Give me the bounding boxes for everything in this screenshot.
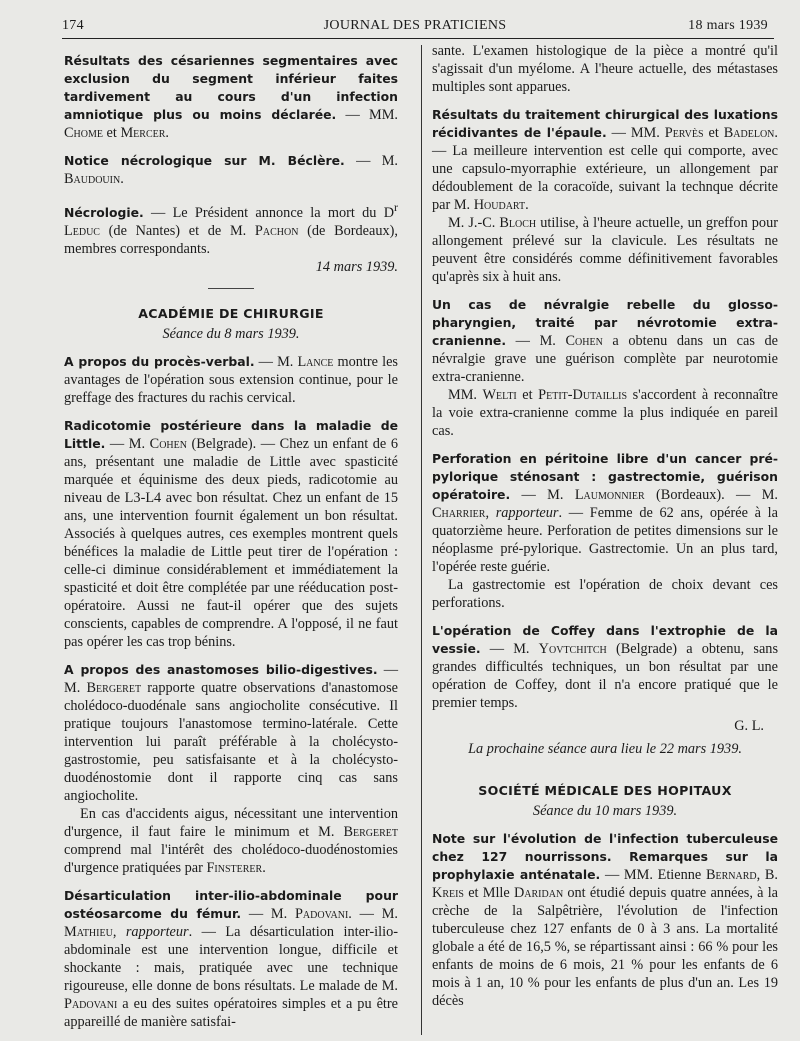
article-necrologie: Nécrologie. — Le Président annonce la mort du $D^r$ Leduc (de Nantes) et de M. Pachon (de Bordeaux), membres correspondants. [64, 200, 398, 257]
author-name: Baudouin [64, 171, 121, 187]
article-perforation: Perforation en péritoine libre d'un cancer pré-pylorique sténosant : gastrectomie, guérison opératoire. — M. Laumonnier (Bordeaux). — M. Charrier, rapporteur. — Femme de 62 ans, opérée à la quatorzième heure. Perforation de petites dimensions sur le néoplasme pré-pylorique. Gastrectomie. Un an plus tard, l'opérée reste guérie. [432, 451, 779, 575]
author-name: Yovtchitch [538, 641, 607, 657]
anastomoses-continued: En cas d'accidents aigus, nécessitant une intervention d'urgence, il faut faire le minimum et M. Bergeret comprend mal l'intérêt des cholédoco-duodénostomies d'urgence pratiquées par Finsterer. [64, 805, 398, 876]
author-name: Bernard [705, 867, 757, 883]
article-title: L'opération de Coffey dans l'extrophie de la vessie. [432, 623, 778, 656]
journal-title: JOURNAL DES PRATICIENS [323, 18, 507, 33]
section-rule [208, 288, 254, 289]
author-name: Bergeret [343, 823, 398, 840]
author-name: Mathieu [64, 923, 113, 940]
author-name: Badelon [723, 125, 775, 141]
article-title: Résultats des césariennes segmentaires avec exclusion du segment inférieur faites tardivement au cours d'un infection amniotique plus ou moins déclarée. [64, 53, 398, 122]
article-title: Résultats du traitement chirurgical des luxations récidivantes de l'épaule. [432, 107, 778, 140]
author-name: Houdart [473, 197, 526, 213]
seance-date: Séance du 8 mars 1939. [162, 325, 300, 342]
author-name: Padovani [64, 995, 118, 1012]
desarticulation-continued: sante. L'examen histologique de la pièce a montré qu'il s'agissait d'un myélome. A l'heure actuelle, des métastases multiples sont apparues. [432, 43, 778, 95]
author-name: Charrier [432, 505, 486, 521]
nevralgie-continued: MM. Welti et Petit-Dutaillis s'accordent à reconnaître la voie extra-cranienne comme la plus indiquée en pareil cas. [432, 387, 778, 439]
author-name: Kreis [432, 885, 464, 901]
author-name: Welti [482, 387, 517, 403]
column-divider [421, 45, 422, 1035]
article-title: A propos du procès-verbal. [64, 353, 255, 369]
article-title: Perforation en péritoine libre d'un cancer pré-pylorique sténosant : gastrectomie, guérison opératoire. [432, 451, 778, 502]
author-name: Bloch [499, 215, 537, 231]
article-title: Note sur l'évolution de l'infection tuberculeuse chez 127 nourrissons. Remarques sur la prophylaxie anténatale. [432, 831, 778, 882]
right-column [432, 42, 778, 1010]
running-head [62, 18, 768, 38]
author-name: Cohen [565, 333, 603, 349]
seance-date: Séance du 10 mars 1939. [532, 803, 678, 819]
article-radicotomie: Radicotomie postérieure dans la maladie de Little. — M. Cohen (Belgrade). — Chez un enfant de 6 ans, présentant une maladie de Little avec spasticité marquée et équinisme des deux pieds, radicotomie au niveau de L3-L4 avec bon résultat. Chez un enfant de 15 ans, une intervention fournit également un bon résultat. Associés à quelques autres, ces exemples montrent quels bénéfices la maladie de Little peut tirer de l'opération : celle-ci diminue considérablement et immédiatement la spasticité et doit être complétée par une rééducation post-opératoire. Aussi ne faut-il opérer que des sujets conscients, capables de comprendre. A l'opposé, il ne faut pas opérer les cas trop bénins. [64, 417, 398, 650]
author-name: Lance [297, 353, 334, 370]
article-tuberculose: Note sur l'évolution de l'infection tuberculeuse chez 127 nourrissons. Remarques sur la prophylaxie anténatale. — MM. Etienne Bernard, B. Kreis et Mlle Daridan ont étudié depuis quatre années, à la crèche de la Salpêtrière, l'évolution de l'infection tuberculeuse chez 127 enfants de 0 à 3 ans. La mortalité globale a été de 16,5 %, se répartissant ainsi : 66 % pour les enfants de moins de 6 mois, 21 % pour les enfants de 6 mois à 1 an, 10 % pour les enfants de plus d'un an. Les 19 décès [432, 831, 779, 1009]
left-column [64, 42, 398, 1031]
issue-date: 18 mars 1939 [688, 18, 768, 33]
section-title-academie: ACADÉMIE DE CHIRURGIE [138, 305, 324, 321]
author-name: Petit-Dutaillis [538, 387, 628, 403]
next-session-note: La prochaine séance aura lieu le 22 mars 1939. [468, 741, 742, 757]
author-name: Padovani [294, 905, 349, 922]
article-cesariennes: Résultats des césariennes segmentaires avec exclusion du segment inférieur faites tardivement au cours d'un infection amniotique plus ou moins déclarée. — MM. Chome et Mercer. [64, 53, 398, 141]
article-title: Notice nécrologique sur M. Béclère. [64, 153, 345, 168]
article-title: A propos des anastomoses bilio-digestives. [64, 661, 378, 677]
author-name: Pachon [254, 222, 299, 239]
article-title: Radicotomie postérieure dans la maladie de Little. [64, 417, 398, 451]
author-name: Bergeret [86, 679, 142, 696]
section-title-societe: SOCIÉTÉ MÉDICALE DES HOPITAUX [478, 783, 732, 798]
perforation-continued: La gastrectomie est l'opération de choix devant ces perforations. [432, 577, 778, 611]
article-title: Nécrologie. [64, 204, 144, 220]
signature-initials: G. L. [734, 718, 764, 734]
page-number: 174 [62, 18, 84, 33]
article-coffey: L'opération de Coffey dans l'extrophie de la vessie. — M. Yovtchitch (Belgrade) a obtenu, sans grandes difficultés techniques, un bon résultat par une opération de Coffey, dont il n'a encore pratiqué que le premier temps. [432, 623, 779, 711]
necrologie-date: 14 mars 1939. [315, 258, 398, 275]
author-name: Finsterer [206, 859, 263, 876]
luxations-continued: M. J.-C. Bloch utilise, à l'heure actuelle, un greffon pour allongement prélevé sur la clavicule. Les résultats ne peuvent être considérés comme définitivement favorables qu'après six à huit ans. [432, 215, 778, 285]
article-anastomoses: A propos des anastomoses bilio-digestives. — M. Bergeret rapporte quatre observations d'anastomose cholédoco-duodénale sans angiocholite consécutive. Il pratique toujours l'anastomose termino-latérale. Cette intervention lui paraît préférable à la cholécysto-gastrostomie, peu satisfaisante et à la cholécysto-duodénostomie dont il rapporte cinq cas sans angiocholite. [64, 661, 399, 804]
header-rule [62, 38, 774, 39]
author-name: Daridan [513, 885, 564, 901]
article-proces-verbal: A propos du procès-verbal. — M. Lance montre les avantages de l'opération sous extension continue, pour le greffage des fractures du rachis cervical. [64, 353, 398, 406]
author-name: Leduc [64, 222, 100, 239]
article-luxations: Résultats du traitement chirurgical des luxations récidivantes de l'épaule. — MM. Pervès et Badelon. — La meilleure intervention est celle qui comporte, avec une capsulo-myorraphie extérieure, un allongement par dédoublement de la coracoïde, suivant la technque décrite par M. Houdart. [432, 107, 778, 213]
author-name: Pervès [664, 125, 704, 141]
author-name: Laumonnier [574, 487, 645, 503]
article-notice-necrologique: Notice nécrologique sur M. Béclère. — M. Baudouin. [64, 153, 398, 187]
article-desarticulation: Désarticulation inter-ilio-abdominale pour ostéosarcome du fémur. — M. Padovani. — M. Mathieu, rapporteur. — La désarticulation inter-ilio-abdominale est une intervention longue, difficile et shockante : mais, pratiquée avec une technique rigoureuse, elle donne de bons résultats. Le malade de M. Padovani a eu des suites opératoires simples et a pu être appareillé de manière satisfai- [64, 887, 399, 1030]
article-nevralgie: Un cas de névralgie rebelle du glosso-pharyngien, traité par névrotomie extra-cranienne. — M. Cohen a obtenu dans un cas de névralgie grave une guérison complète par neurotomie extra-cranienne. [432, 297, 778, 385]
author-name: Mercer [120, 125, 166, 141]
article-title: Un cas de névralgie rebelle du glosso-pharyngien, traité par névrotomie extra-cranienne. [432, 297, 778, 348]
article-title: Désarticulation inter-ilio-abdominale pour ostéosarcome du fémur. [64, 887, 398, 921]
author-name: Cohen [149, 435, 187, 452]
author-name: Chome [64, 125, 103, 141]
